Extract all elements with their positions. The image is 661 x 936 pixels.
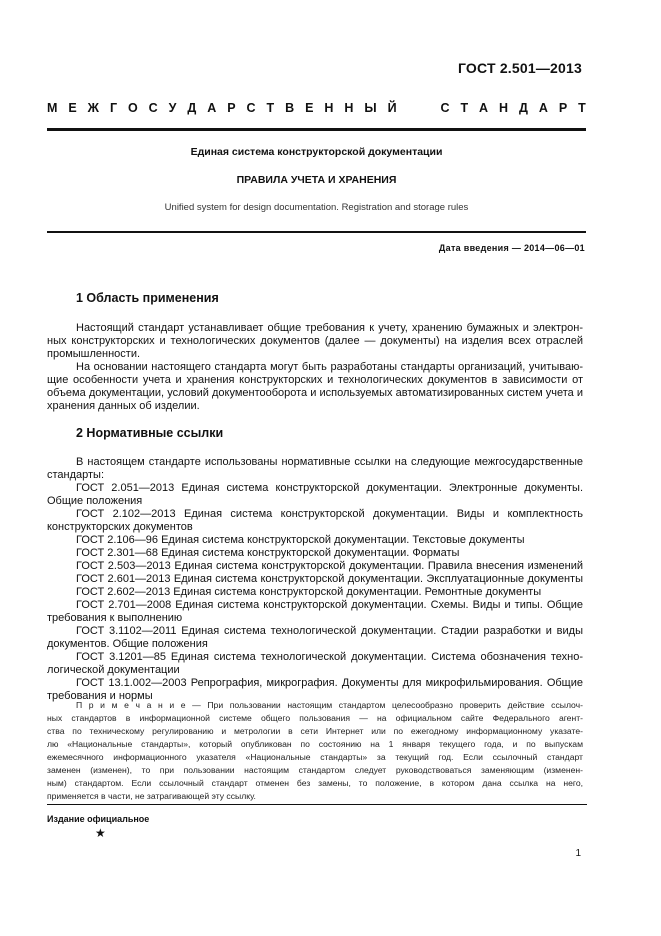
heading-letter: Н [499,101,509,115]
heading-letter: А [207,101,217,115]
reference-line: ГОСТ 2.051—2013 Единая система конструкторской документации. Электронные документы. [76,482,583,494]
reference-line: ГОСТ 2.601—2013 Единая система конструкторской документации. Эксплуатационные документы [76,573,583,585]
heading-letter: Т [578,101,586,115]
reference-line: требования к выполнению [47,612,183,624]
reference-line: ГОСТ 13.1.002—2003 Репрография, микрография. Документы для микрофильмирования. Общие [76,677,583,689]
heading-letter: Д [187,101,197,115]
bottom-rule [47,804,587,805]
heading-letter: У [168,101,177,115]
text-line: стандарты: [47,469,105,481]
reference-line: документов. Общие положения [47,638,208,650]
gost-code: ГОСТ 2.501—2013 [457,60,582,76]
heading-letter: Д [519,101,528,115]
heading-letter: С [148,101,158,115]
page-number: 1 [575,848,581,859]
heading-letter: М [47,101,58,115]
interstate-standard-heading [47,101,586,115]
text-line: промышленности. [47,348,141,360]
star-icon: ★ [95,826,106,840]
heading-letter: А [479,101,489,115]
section-2-intro [47,456,583,482]
heading-letter: Р [227,101,236,115]
heading-letter: О [127,101,138,115]
document-title: ПРАВИЛА УЧЕТА И ХРАНЕНИЯ [236,174,397,186]
heading-letter: Г [109,101,118,115]
heading-letter: Е [305,101,314,115]
reference-line: требования и нормы [47,690,153,702]
official-edition-label: Издание официальное [47,814,150,824]
reference-line: конструкторских документов [47,521,193,533]
note-line: применяется в части, не затрагивающей эту ссылку. [47,791,256,801]
note-line: заменен (изменен), то при пользовании настоящим стандартом следует руководствоваться заменяющим (изменен- [47,765,583,775]
heading-letter: Н [344,101,354,115]
reference-line: ГОСТ 2.301—68 Единая система конструкторской документации. Форматы [76,547,460,559]
section-1-paragraph-2 [47,361,583,413]
reference-line: ГОСТ 2.106—96 Единая система конструкторской документации. Текстовые документы [76,534,525,546]
section-1-paragraph-1 [47,322,583,361]
reference-line: Общие положения [47,495,143,507]
heading-letter: С [246,101,256,115]
text-line: ных конструкторских и технологических документов (далее — документы) на изделия всех отраслей [47,335,583,347]
reference-line: ГОСТ 2.701—2008 Единая система конструкторской документации. Схемы. Виды и типы. Общие [76,599,583,611]
reference-line: ГОСТ 3.1201—85 Единая система технологической документации. Система обозначения техно- [76,651,583,663]
section-1-title: 1 Область применения [76,291,219,305]
top-rule [47,128,586,131]
note-block [47,699,583,803]
introduction-date: Дата введения — 2014—06—01 [438,243,585,253]
middle-rule [47,231,586,233]
note-line: П р и м е ч а н и е — При пользовании настоящим стандартом целесообразно проверить действие ссылоч- [76,700,583,710]
heading-letter: Т [266,101,275,115]
heading-letter: Й [387,101,397,115]
heading-letter: Е [68,101,77,115]
text-line: Настоящий стандарт устанавливает общие требования к учету, хранению бумажных и электрон- [76,322,583,334]
heading-letter: Н [324,101,334,115]
reference-line: ГОСТ 2.602—2013 Единая система конструкторской документации. Ремонтные документы [76,586,542,598]
note-line: лю «Национальные стандарты», который опубликован по состоянию на 1 января текущего года, и по выпускам [47,739,583,749]
english-title: Unified system for design documentation. Registration and storage rules [164,202,469,213]
normative-references-list [47,482,583,703]
note-line: ежемесячного информационного указателя «Национальные стандарты» за текущий год. Если ссылочный стандарт [47,752,583,762]
reference-line: ГОСТ 2.503—2013 Единая система конструкторской документации. Правила внесения изменений [76,560,583,572]
reference-line: ГОСТ 3.1102—2011 Единая система технологической документации. Стадии разработки и виды [76,625,583,637]
text-line: На основании настоящего стандарта могут быть разработаны стандарты организаций, учитываю- [76,361,583,373]
heading-word-gap [408,101,430,115]
note-line: ных стандартов в информационной системе общего пользования — на официальном сайте Федерального агент- [47,713,583,723]
reference-line: логической документации [47,664,180,676]
text-line: щие особенности учета и хранения конструкторских и технологических документов в зависимости от [47,374,583,386]
system-title: Единая система конструкторской документации [190,146,443,158]
note-line: ным) стандартом. Если ссылочный стандарт отменен без замены, то положение, в котором дана ссылка на него, [47,778,583,788]
reference-line: ГОСТ 2.102—2013 Единая система конструкторской документации. Виды и комплектность [76,508,583,520]
heading-letter: Ы [364,101,377,115]
text-line: объема документации, условий документооборота и используемых автоматизированных систем учета и [47,387,583,399]
note-line: ства по техническому регулированию и метрологии в сети Интернет или по ежегодному информационному указате- [47,726,583,736]
section-2-title: 2 Нормативные ссылки [76,426,224,440]
heading-letter: Ж [87,101,99,115]
text-line: В настоящем стандарте использованы нормативные ссылки на следующие межгосударственные [76,456,583,468]
heading-letter: Р [558,101,568,115]
heading-letter: А [538,101,548,115]
heading-letter: В [285,101,295,115]
heading-letter: С [440,101,450,115]
heading-letter: Т [460,101,469,115]
text-line: хранения данных об изделии. [47,400,200,412]
